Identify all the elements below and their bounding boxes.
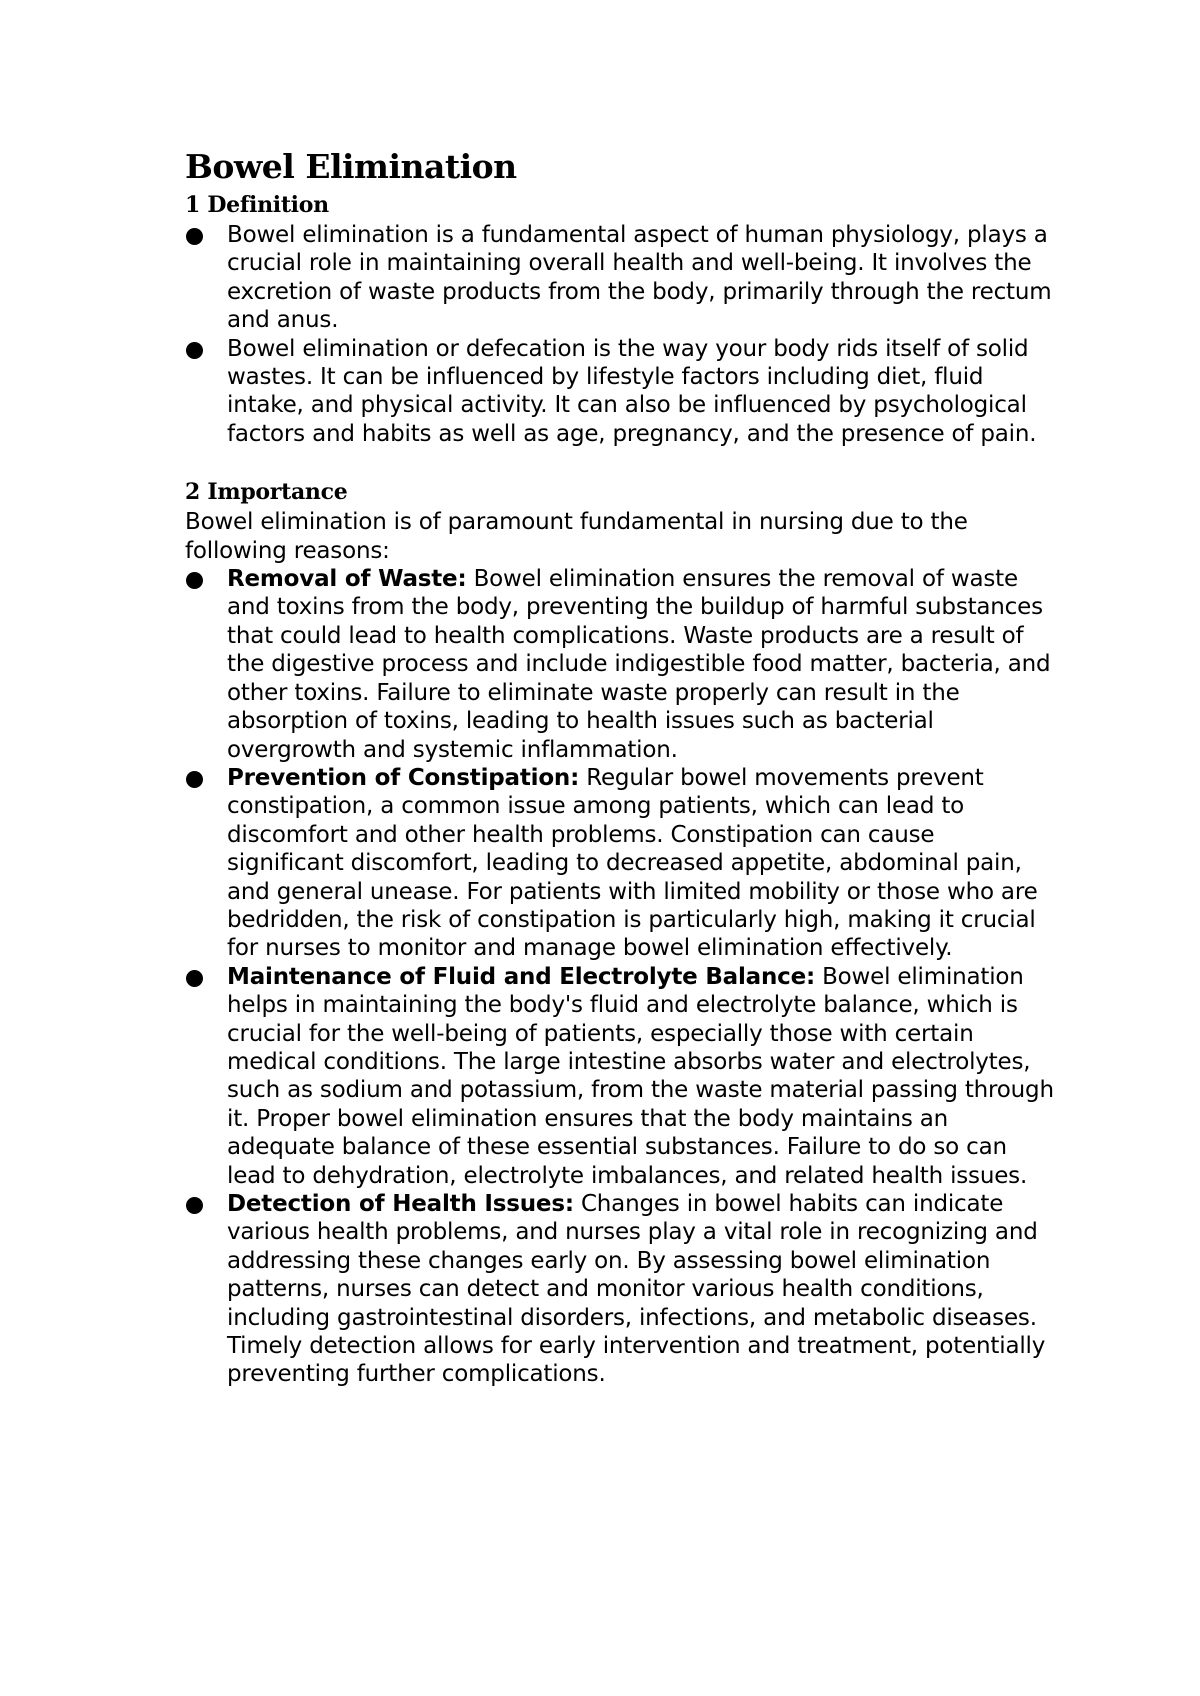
bullet-text: Regular bowel movements prevent constipation, a common issue among patients, which can lead to discomfort and other health problems. Constipation can cause significant discomfort, leading to decreased appetite, abdominal pain, and general unease. For patients with limited mobility or those who are bedridden, the risk of constipation is particularly high, making it crucial for nurses to monitor and manage bowel elimination effectively. [227,764,1038,962]
bullet-label: Maintenance of Fluid and Electrolyte Balance: [227,963,815,990]
bullet-text: Bowel elimination helps in maintaining the body's fluid and electrolyte balance, which is crucial for the well-being of patients, especially those with certain medical conditions. The large intestine absorbs water and electrolytes, such as sodium and potassium, from the waste material passing through it. Proper bowel elimination ensures that the body maintains an adequate balance of these essential substances. Failure to do so can lead to dehydration, electrolyte imbalances, and related health issues. [227,963,1054,1189]
bullet-icon [186,342,203,359]
bullet-icon [186,1197,203,1214]
bullet-text: Changes in bowel habits can indicate various health problems, and nurses play a vital role in recognizing and addressing these changes early on. By assessing bowel elimination patterns, nurses can detect and monitor various health conditions, including gastrointestinal disorders, infections, and metabolic diseases. Timely detection allows for early intervention and treatment, potentially preventing further complications. [227,1191,1046,1388]
bullet-text: Bowel elimination ensures the removal of waste and toxins from the body, preventing the buildup of harmful substances that could lead to health complications. Waste products are a result of the digestive process and include indigestible food matter, bacteria, and other toxins. Failure to eliminate waste properly can result in the absorption of toxins, leading to health issues such as bacterial overgrowth and systemic inflammation. [227,566,1051,763]
document-page [185,145,1055,1389]
importance-list [185,565,1055,1389]
list-item [185,221,1055,335]
list-item [185,764,1055,963]
bullet-text: Bowel elimination is a fundamental aspect of human physiology, plays a crucial role in maintaining overall health and well-being. It involves the excretion of waste products from the body, primarily through the rectum and anus. [227,222,1052,334]
section-heading-importance: 2 Importance [185,479,348,506]
section-spacer [185,448,1055,476]
importance-intro: Bowel elimination is of paramount fundamental in nursing due to the following reasons: [185,509,968,564]
document-title: Bowel Elimination [185,147,517,186]
bullet-icon [186,771,203,788]
bullet-icon [186,228,203,245]
list-item [185,565,1055,764]
bullet-label: Detection of Health Issues: [227,1191,574,1217]
bullet-text: Bowel elimination or defecation is the way your body rids itself of solid wastes. It can be influenced by lifestyle factors including diet, fluid intake, and physical activity. It can also be influenced by psychological factors and habits as well as age, pregnancy, and the presence of pain. [227,335,1037,447]
bullet-icon [186,970,203,987]
bullet-label: Prevention of Constipation: [227,764,580,791]
list-item [185,335,1055,449]
bullet-label: Removal of Waste: [227,566,467,593]
section-heading-definition: 1 Definition [185,192,329,218]
definition-list [185,221,1055,448]
bullet-icon [186,572,203,589]
list-item [185,1190,1055,1389]
list-item [185,963,1055,1190]
